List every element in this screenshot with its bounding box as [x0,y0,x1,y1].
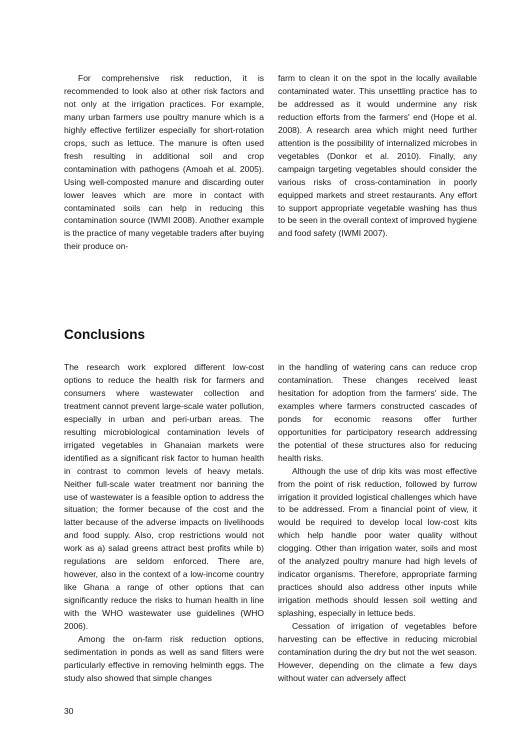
body-paragraph: in the handling of watering cans can reduce crop contamination. These changes received least hesitation for adoption from the farmers' side. The examples where farmers constructed cascades of ponds for economic reasons offer further opportunities for participatory research addressing the potential of these structures also for reducing health risks. [278,362,477,463]
body-paragraph: For comprehensive risk reduction, it is recommended to look also at other risk factors and not only at the irrigation practices. For example, many urban farmers use poultry manure which is a highly effective fertilizer especially for short-rotation crops, such as lettuce. The manure is often used fresh resulting in additional soil and crop contamination with pathogens (Amoah et al. 2005). Using well-composted manure and discarding outer lower leaves which are more in contact with contaminated soils can help in reducing this contamination source (IWMI 2008). Another example is the practice of many vegetable traders after buying their produce on- [64,73,264,252]
conclusions-left-column [64,361,264,685]
body-paragraph: The research work explored different low-cost options to reduce the health risk for farmers and consumers where wastewater collection and treatment cannot prevent large-scale water pollution, especially in urban and peri-urban areas. The resulting microbiological contamination levels of irrigated vegetables in Ghanaian markets were identified as a significant risk factor to human health in contrast to common levels of heavy metals. Neither full-scale water treatment nor banning the use of wastewater is a feasible option to address the situation; the former because of the cost and the latter because of the adverse impacts on livelihoods and food supply. Also, crop restrictions would not work as a) salad greens attract best profits while b) regulations are seldom enforced. There are, however, also in the context of a low-income country like Ghana a range of other options that can significantly reduce the risks to human health in line with the WHO wastewater use guidelines (WHO 2006). [64,362,264,632]
conclusions-right-column [278,361,477,685]
section-heading: Conclusions [64,327,146,342]
top-left-column [64,72,264,253]
body-paragraph: Among the on-farm risk reduction options, sedimentation in ponds as well as sand filters were particularly effective in removing helminth eggs. The study also showed that simple changes [64,634,264,683]
body-paragraph: Cessation of irrigation of vegetables before harvesting can be effective in reducing microbial contamination during the dry but not the wet season. However, depending on the climate a few days without water can adversely affect [278,621,477,683]
body-paragraph: farm to clean it on the spot in the locally available contaminated water. This unsettling practice has to be addressed as it would undermine any risk reduction efforts from the farmers' end (Hope et al. 2008). A research area which might need further attention is the possibility of internalized microbes in vegetables (Donkor et al. 2010). Finally, any campaign targeting vegetables should consider the various risks of cross-contamination in poorly equipped markets and street restaurants. Any effort to support appropriate vegetable washing has thus to be seen in the overall context of improved hygiene and food safety (IWMI 2007). [278,73,477,239]
page-number: 30 [64,706,74,716]
body-paragraph: Although the use of drip kits was most effective from the point of risk reduction, followed by furrow irrigation it provided logistical challenges which have to be addressed. From a financial point of view, it would be required to develop local low-cost kits which help handle poor water quality without clogging. Other than irrigation water, soils and most of the analyzed poultry manure had high levels of indicator organisms. Therefore, appropriate farming practices should also address other inputs while irrigation methods should lessen soil wetting and splashing, especially in lettuce beds. [278,465,477,619]
top-right-column [278,72,477,240]
